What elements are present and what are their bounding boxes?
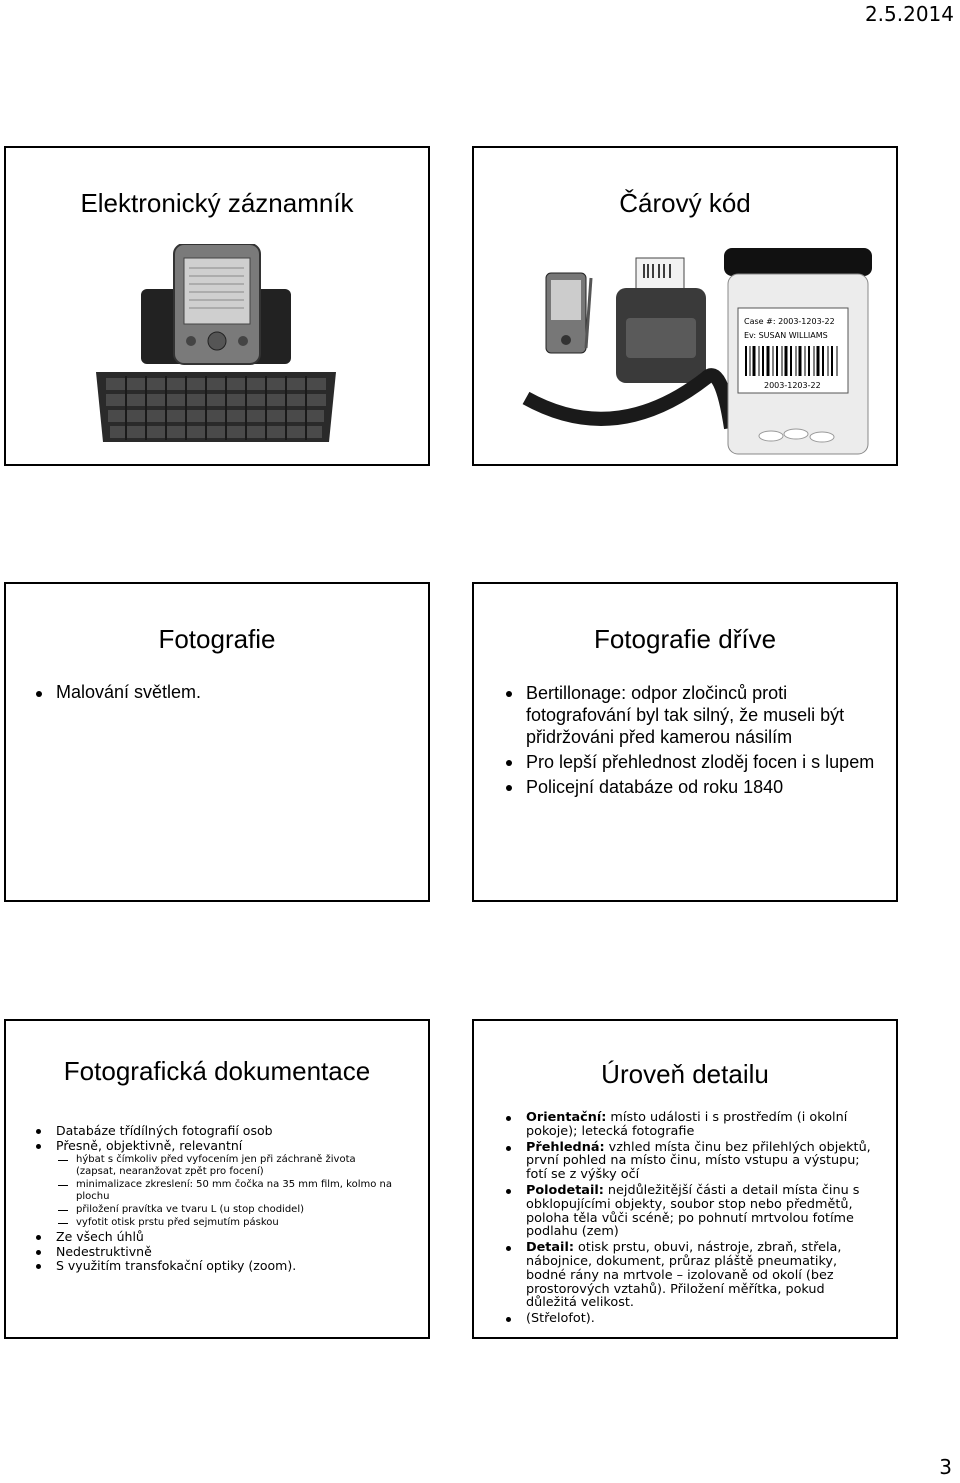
slide-detail-level — [472, 1019, 898, 1339]
list-item: S využitím transfokační optiky (zoom). — [36, 1259, 396, 1274]
page-number: 3 — [939, 1455, 952, 1479]
term: Orientační: — [526, 1110, 607, 1125]
list-item: Policejní databáze od roku 1840 — [504, 776, 884, 798]
bullet-list — [504, 1111, 874, 1328]
slide-photo-documentation — [4, 1019, 430, 1339]
list-item: Databáze třídílných fotografií osob — [36, 1124, 396, 1139]
list-item: Pro lepší přehlednost zloděj focen i s lupem — [504, 751, 884, 773]
document-date: 2.5.2014 — [864, 2, 954, 26]
sub-list-item: minimalizace zkreslení: 50 mm čočka na 35 mm film, kolmo na plochu — [36, 1179, 396, 1203]
list-item: Malování světlem. — [36, 682, 201, 703]
list-item — [504, 1184, 874, 1239]
slide-title: Fotografická dokumentace — [63, 1056, 371, 1086]
list-item — [504, 1141, 874, 1182]
list-item: Nedestruktivně — [36, 1245, 396, 1260]
list-item — [504, 1241, 874, 1310]
bullet-list — [36, 682, 201, 703]
slide-title: Fotografie — [158, 624, 276, 654]
list-item: Bertillonage: odpor zločinců proti fotografování byl tak silný, že museli být přidržováni před kamerou násilím — [504, 682, 884, 748]
term: Přehledná: — [526, 1139, 605, 1155]
term: Detail: — [526, 1240, 574, 1256]
case-label: Case #: 2003-1203-22 — [744, 317, 835, 326]
list-item: (Střelofot). — [504, 1312, 874, 1326]
name-label: Ev: SUSAN WILLIAMS — [744, 331, 828, 340]
pda-keyboard-photo — [86, 244, 346, 449]
list-item: Ze všech úhlů — [36, 1230, 396, 1245]
term-description: otisk prstu, obuvi, nástroje, zbraň, střela, nábojnice, dokument, průraz pláště pneumatiky, bodné rány na mrtvole – izolovaně od okolí (bez prostorových vztahů). Přiložení měřítka, pokud důležitá velikost. — [526, 1240, 842, 1311]
slide-title: Úroveň detailu — [601, 1059, 769, 1089]
list-item: Přesně, objektivně, relevantní — [36, 1139, 396, 1154]
slide-barcode — [472, 146, 898, 466]
sub-list-item: hýbat s čímkoliv před vyfocením jen při záchraně života (zapsat, nearanžovat zpět pro focení) — [36, 1154, 396, 1178]
term-description: vzhled místa činu bez přilehlých objektů, první pohled na místo činu, místo vstupu a výstupu; fotí se z výšky očí — [526, 1139, 871, 1183]
bullet-list — [504, 682, 884, 801]
slide-title: Čárový kód — [619, 188, 751, 218]
list-item — [504, 1111, 874, 1139]
term: Polodetail: — [526, 1182, 604, 1198]
sub-list-item: přiložení pravítka ve tvaru L (u stop chodidel) — [36, 1204, 396, 1216]
slide-title: Elektronický záznamník — [80, 188, 354, 218]
slide-electronic-recorder — [4, 146, 430, 466]
barcode-number: 2003-1203-22 — [764, 381, 821, 390]
bullet-list — [36, 1124, 396, 1274]
barcode-equipment-photo — [496, 248, 886, 458]
slide-photography — [4, 582, 430, 902]
slide-photography-before — [472, 582, 898, 902]
sub-list-item: vyfotit otisk prstu před sejmutím páskou — [36, 1217, 396, 1229]
term-description: nejdůležitější části a detail místa činu s obklopujícími objekty, soubor stop nebo předmětů, poloha těla vůči scéně; po pohnutí mrtvolou fotíme podlahu (zem) — [526, 1182, 860, 1240]
slide-title: Fotografie dříve — [593, 624, 777, 654]
term-description: místo události i s prostředím (i okolní pokoje); letecká fotografie — [526, 1110, 848, 1139]
